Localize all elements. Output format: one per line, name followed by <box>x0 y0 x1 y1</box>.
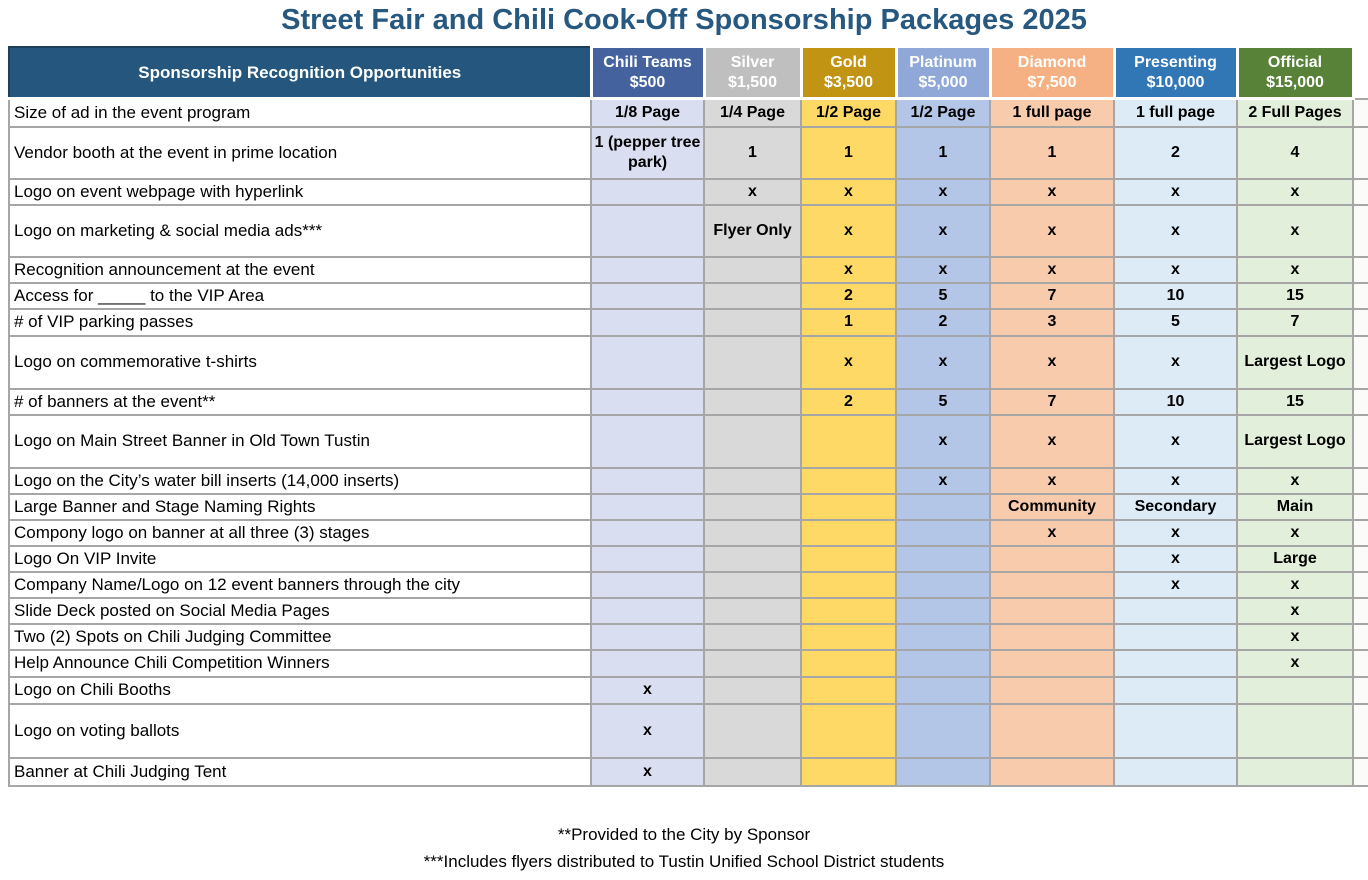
cell <box>990 624 1114 650</box>
row-label: Slide Deck posted on Social Media Pages <box>9 598 591 624</box>
column-header-official <box>1237 47 1353 99</box>
row-label: Compony logo on banner at all three (3) stages <box>9 520 591 546</box>
cell: 1 <box>896 127 990 179</box>
tier-name: Silver <box>730 53 775 71</box>
table-row <box>9 572 1368 598</box>
column-header-presenting <box>1114 47 1237 99</box>
cell: 1 full page <box>1114 99 1237 127</box>
cell: x <box>1237 257 1353 283</box>
cell <box>704 257 801 283</box>
cell: x <box>1114 336 1237 389</box>
edge-sliver-cell <box>1353 677 1368 704</box>
cell <box>896 650 990 677</box>
cell <box>1114 650 1237 677</box>
cell <box>704 283 801 309</box>
edge-sliver-cell <box>1353 758 1368 786</box>
cell <box>896 677 990 704</box>
cell: 7 <box>990 283 1114 309</box>
tier-price: $500 <box>629 73 666 91</box>
cell <box>591 336 704 389</box>
tier-name: Presenting <box>1134 53 1217 71</box>
cell <box>591 283 704 309</box>
table-row <box>9 336 1368 389</box>
cell: x <box>801 257 896 283</box>
edge-sliver-cell <box>1353 389 1368 415</box>
table-row <box>9 205 1368 257</box>
table-row <box>9 546 1368 572</box>
table-row <box>9 624 1368 650</box>
cell <box>704 415 801 468</box>
cell <box>704 494 801 520</box>
table-row <box>9 257 1368 283</box>
cell: 7 <box>990 389 1114 415</box>
cell: 1/2 Page <box>801 99 896 127</box>
cell: x <box>896 336 990 389</box>
cell: x <box>896 468 990 494</box>
cell: 5 <box>896 283 990 309</box>
cell: 7 <box>1237 309 1353 336</box>
cell: Community <box>990 494 1114 520</box>
cell <box>801 520 896 546</box>
edge-sliver-cell <box>1353 468 1368 494</box>
cell <box>704 704 801 758</box>
table-row <box>9 283 1368 309</box>
cell <box>801 468 896 494</box>
cell: 2 <box>896 309 990 336</box>
cell <box>704 546 801 572</box>
cell <box>990 650 1114 677</box>
cell <box>591 415 704 468</box>
cell: 10 <box>1114 389 1237 415</box>
cell <box>1114 758 1237 786</box>
cell: 3 <box>990 309 1114 336</box>
table-row <box>9 179 1368 205</box>
cell: x <box>801 179 896 205</box>
cell: 1 <box>704 127 801 179</box>
cell: 1/2 Page <box>896 99 990 127</box>
edge-sliver-cell <box>1353 520 1368 546</box>
cell: x <box>1114 257 1237 283</box>
cell: x <box>896 415 990 468</box>
cell: 10 <box>1114 283 1237 309</box>
cell: Largest Logo <box>1237 415 1353 468</box>
cell: x <box>1237 650 1353 677</box>
cell <box>704 677 801 704</box>
cell <box>704 650 801 677</box>
tier-name: Chili Teams <box>603 53 692 71</box>
row-label: Logo on voting ballots <box>9 704 591 758</box>
edge-sliver-cell <box>1353 494 1368 520</box>
cell: x <box>591 758 704 786</box>
cell <box>801 704 896 758</box>
cell <box>704 520 801 546</box>
cell <box>801 415 896 468</box>
cell <box>990 704 1114 758</box>
table-row <box>9 468 1368 494</box>
cell <box>1114 677 1237 704</box>
footnotes <box>0 821 1368 875</box>
table-row <box>9 99 1368 127</box>
edge-sliver-cell <box>1353 336 1368 389</box>
cell <box>801 598 896 624</box>
row-label: Size of ad in the event program <box>9 99 591 127</box>
cell: x <box>1237 179 1353 205</box>
cell <box>896 546 990 572</box>
row-label: Logo on event webpage with hyperlink <box>9 179 591 205</box>
cell: 15 <box>1237 389 1353 415</box>
cell: 2 <box>801 283 896 309</box>
tier-price: $3,500 <box>824 73 873 91</box>
row-label: # of banners at the event** <box>9 389 591 415</box>
header-row <box>9 47 1368 99</box>
cell <box>591 546 704 572</box>
cell: 5 <box>1114 309 1237 336</box>
cell: Large <box>1237 546 1353 572</box>
cell: 1 full page <box>990 99 1114 127</box>
edge-sliver-cell <box>1353 179 1368 205</box>
table-row <box>9 494 1368 520</box>
cell: 5 <box>896 389 990 415</box>
edge-sliver-cell <box>1353 205 1368 257</box>
edge-sliver-cell <box>1353 283 1368 309</box>
cell <box>896 758 990 786</box>
edge-sliver-cell <box>1353 309 1368 336</box>
cell: x <box>896 205 990 257</box>
cell: x <box>1237 572 1353 598</box>
row-label: Large Banner and Stage Naming Rights <box>9 494 591 520</box>
cell <box>591 205 704 257</box>
cell: x <box>801 336 896 389</box>
tier-name: Platinum <box>909 53 977 71</box>
row-label: Help Announce Chili Competition Winners <box>9 650 591 677</box>
cell <box>801 546 896 572</box>
cell: x <box>591 677 704 704</box>
cell <box>1114 704 1237 758</box>
cell: x <box>896 179 990 205</box>
cell <box>801 758 896 786</box>
cell <box>591 520 704 546</box>
row-label: Logo On VIP Invite <box>9 546 591 572</box>
cell <box>990 758 1114 786</box>
table-row <box>9 520 1368 546</box>
cell: Secondary <box>1114 494 1237 520</box>
row-label: Logo on Main Street Banner in Old Town Tustin <box>9 415 591 468</box>
cell <box>591 179 704 205</box>
cell <box>801 650 896 677</box>
cell <box>704 758 801 786</box>
cell: x <box>990 179 1114 205</box>
cell: x <box>990 415 1114 468</box>
cell: x <box>1237 624 1353 650</box>
cell: x <box>1237 598 1353 624</box>
row-label: Two (2) Spots on Chili Judging Committee <box>9 624 591 650</box>
cell: 2 <box>1114 127 1237 179</box>
table-row <box>9 598 1368 624</box>
row-label: Recognition announcement at the event <box>9 257 591 283</box>
row-label: Banner at Chili Judging Tent <box>9 758 591 786</box>
row-label: Vendor booth at the event in prime location <box>9 127 591 179</box>
cell <box>704 572 801 598</box>
tier-name: Diamond <box>1017 53 1087 71</box>
cell <box>896 520 990 546</box>
cell: 1 <box>801 309 896 336</box>
edge-sliver-cell <box>1353 546 1368 572</box>
edge-sliver-cell <box>1353 127 1368 179</box>
cell <box>1114 598 1237 624</box>
cell <box>896 704 990 758</box>
row-label: Logo on commemorative t-shirts <box>9 336 591 389</box>
cell <box>591 468 704 494</box>
column-header-chili-teams <box>591 47 704 99</box>
cell: x <box>704 179 801 205</box>
cell <box>801 572 896 598</box>
cell <box>591 257 704 283</box>
cell: x <box>1114 572 1237 598</box>
row-label: Logo on marketing & social media ads*** <box>9 205 591 257</box>
cell: x <box>1114 205 1237 257</box>
cell <box>990 546 1114 572</box>
cell: x <box>591 704 704 758</box>
table-row <box>9 127 1368 179</box>
cell <box>990 677 1114 704</box>
column-header-diamond <box>990 47 1114 99</box>
cell <box>591 598 704 624</box>
cell: 1/8 Page <box>591 99 704 127</box>
edge-sliver-cell <box>1353 650 1368 677</box>
cell <box>704 468 801 494</box>
tier-price: $10,000 <box>1146 73 1205 91</box>
sponsorship-table <box>8 45 1368 787</box>
cell: x <box>990 205 1114 257</box>
tier-price: $1,500 <box>728 73 777 91</box>
cell: x <box>1114 546 1237 572</box>
cell: 2 <box>801 389 896 415</box>
cell: x <box>801 205 896 257</box>
row-label: Company Name/Logo on 12 event banners through the city <box>9 572 591 598</box>
cell: 1/4 Page <box>704 99 801 127</box>
table-row <box>9 677 1368 704</box>
cell: x <box>1237 520 1353 546</box>
cell <box>704 389 801 415</box>
cell <box>591 309 704 336</box>
cell <box>990 598 1114 624</box>
tier-name: Official <box>1267 53 1323 71</box>
tier-price: $5,000 <box>918 73 968 91</box>
edge-sliver-cell <box>1353 624 1368 650</box>
cell: x <box>990 468 1114 494</box>
cell <box>704 309 801 336</box>
row-label: Logo on the City’s water bill inserts (14,000 inserts) <box>9 468 591 494</box>
cell: 4 <box>1237 127 1353 179</box>
edge-sliver-cell <box>1353 704 1368 758</box>
edge-sliver-cell <box>1353 572 1368 598</box>
cell <box>591 572 704 598</box>
edge-sliver-cell <box>1353 598 1368 624</box>
table-row <box>9 309 1368 336</box>
corner-header: Sponsorship Recognition Opportunities <box>9 47 591 99</box>
cell: x <box>1237 205 1353 257</box>
cell <box>896 572 990 598</box>
cell <box>591 494 704 520</box>
column-header-platinum <box>896 47 990 99</box>
cell <box>591 650 704 677</box>
cell: 1 <box>801 127 896 179</box>
edge-sliver-header <box>1353 47 1368 99</box>
cell <box>801 494 896 520</box>
cell: x <box>896 257 990 283</box>
edge-sliver-cell <box>1353 415 1368 468</box>
cell <box>704 336 801 389</box>
edge-sliver-cell <box>1353 99 1368 127</box>
tier-price: $7,500 <box>1027 73 1077 91</box>
cell <box>1114 624 1237 650</box>
page-title: Street Fair and Chili Cook-Off Sponsorship Packages 2025 <box>281 4 1087 36</box>
table-row <box>9 415 1368 468</box>
cell: 2 Full Pages <box>1237 99 1353 127</box>
cell <box>1237 704 1353 758</box>
cell <box>704 598 801 624</box>
cell <box>896 598 990 624</box>
table-row <box>9 758 1368 786</box>
cell: x <box>1114 520 1237 546</box>
cell <box>990 572 1114 598</box>
cell <box>591 624 704 650</box>
cell: x <box>990 257 1114 283</box>
footnote-flyers: ***Includes flyers distributed to Tustin Unified School District students <box>423 851 945 871</box>
footnote-banners: **Provided to the City by Sponsor <box>557 824 811 844</box>
cell <box>896 624 990 650</box>
table-row <box>9 650 1368 677</box>
cell: x <box>990 520 1114 546</box>
tier-price: $15,000 <box>1266 73 1324 91</box>
cell: x <box>1114 179 1237 205</box>
cell: x <box>1237 468 1353 494</box>
cell <box>591 389 704 415</box>
cell: Largest Logo <box>1237 336 1353 389</box>
cell <box>704 624 801 650</box>
cell: Main <box>1237 494 1353 520</box>
tier-name: Gold <box>830 53 867 71</box>
cell <box>1237 758 1353 786</box>
row-label: Access for _____ to the VIP Area <box>9 283 591 309</box>
cell: Flyer Only <box>704 205 801 257</box>
column-header-gold <box>801 47 896 99</box>
cell: x <box>1114 415 1237 468</box>
table-row <box>9 704 1368 758</box>
cell: 1 (pepper tree park) <box>591 127 704 179</box>
table-body <box>9 99 1368 786</box>
cell <box>896 494 990 520</box>
cell: x <box>990 336 1114 389</box>
column-header-silver <box>704 47 801 99</box>
row-label: # of VIP parking passes <box>9 309 591 336</box>
table-row <box>9 389 1368 415</box>
cell: 1 <box>990 127 1114 179</box>
cell <box>801 677 896 704</box>
cell <box>801 624 896 650</box>
edge-sliver-cell <box>1353 257 1368 283</box>
cell: x <box>1114 468 1237 494</box>
row-label: Logo on Chili Booths <box>9 677 591 704</box>
cell <box>1237 677 1353 704</box>
cell: 15 <box>1237 283 1353 309</box>
